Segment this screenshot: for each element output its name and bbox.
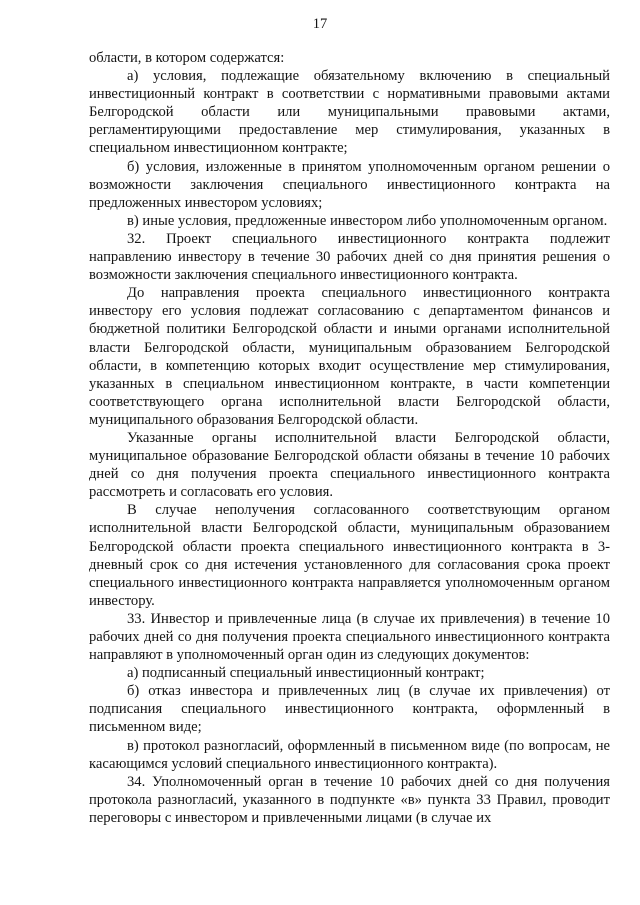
- paragraph-33: 33. Инвестор и привлеченные лица (в случае их привлечения) в течение 10 рабочих дней со дня получения проекта специального инвестиционного контракта направляют в уполномоченный орган один из следующих документов:: [89, 610, 610, 664]
- paragraph-33-item-c: в) протокол разногласий, оформленный в письменном виде (по вопросам, не касающимся условий специального инвестиционного контракта).: [89, 737, 610, 772]
- paragraph-33-item-b: б) отказ инвестора и привлеченных лиц (в случае их привлечения) от подписания специального инвестиционного контракта, оформленный в письменном виде;: [89, 683, 610, 736]
- paragraph-34: 34. Уполномоченный орган в течение 10 рабочих дней со дня получения протокола разногласий, указанного в подпункте «в» пункта 33 Правил, проводит переговоры с инвестором и привлеченными лицами (в случае их: [89, 773, 610, 826]
- paragraph-32: 32. Проект специального инвестиционного контракта подлежит направлению инвестору в течение 30 рабочих дней со дня принятия решения о возможности заключения специального инвестиционного контракта.: [89, 230, 610, 284]
- paragraph-32-deadline: Указанные органы исполнительной власти Белгородской области, муниципальное образование Белгородской области обязаны в течение 10 рабочих дней со дня получения проекта специального инвестиционного контракта рассмотреть и согласовать его условия.: [89, 429, 610, 501]
- paragraph-32-approval: До направления проекта специального инвестиционного контракта инвестору его условия подлежат согласованию с департаментом финансов и бюджетной политики Белгородской области и иными органами исполнительной власти Белгородской области, муниципальным образованием Белгородской области, в компетенцию которых входит осуществление мер стимулирования, указанных в специальном инвестиционном контракте, в части компетенции соответствующего органа исполнительной власти Белгородской области, муниципального образования Белгородской области.: [89, 285, 610, 428]
- page-number: 17: [312, 16, 328, 32]
- paragraph-32-nonreceipt: В случае неполучения согласованного соответствующим органом исполнительной власти Белгородской области, муниципальным образованием Белгородской области проекта специального инвестиционного контракта в 3-дневный срок со дня истечения установленного для согласования срока проект специального инвестиционного контракта направляется уполномоченным органом инвестору.: [89, 502, 610, 609]
- document-body: [89, 49, 610, 827]
- paragraph-item-a: а) условия, подлежащие обязательному включению в специальный инвестиционный контракт в соответствии с нормативными правовыми актами Белгородской области или муниципальными правовыми актами, регламентирующими предоставление мер стимулирования, указанных в специальном инвестиционном контракте;: [89, 68, 610, 157]
- paragraph-item-b: б) условия, изложенные в принятом уполномоченным органом решении о возможности заключения специального инвестиционного контракта на предложенных инвестором условиях;: [89, 158, 610, 211]
- paragraph-item-c: в) иные условия, предложенные инвестором либо уполномоченным органом.: [127, 212, 608, 229]
- paragraph-continuation: области, в котором содержатся:: [89, 50, 285, 66]
- paragraph-33-item-a: а) подписанный специальный инвестиционный контракт;: [127, 665, 485, 682]
